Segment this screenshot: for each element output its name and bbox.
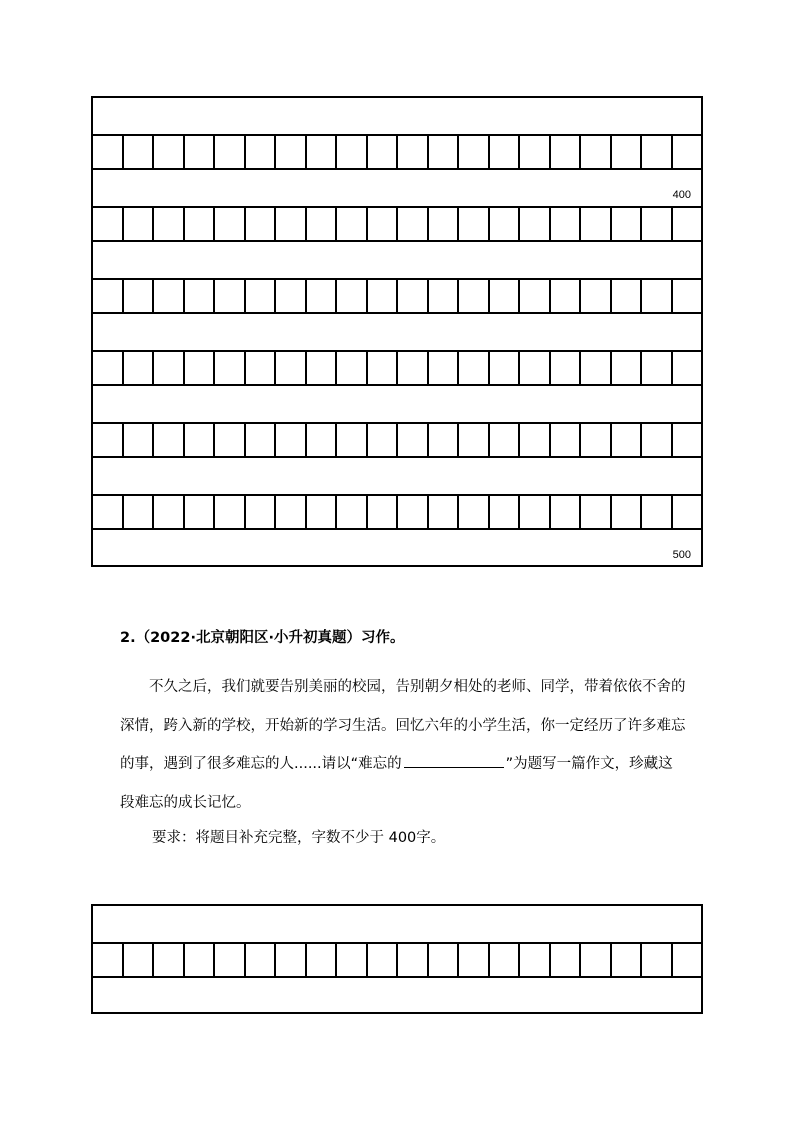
writing-cell[interactable] xyxy=(215,136,246,168)
writing-cell[interactable] xyxy=(673,208,702,240)
writing-cell[interactable] xyxy=(246,944,277,976)
writing-cell[interactable] xyxy=(581,424,612,456)
writing-cell[interactable] xyxy=(368,496,399,528)
writing-cell[interactable] xyxy=(337,352,368,384)
grid-gap-row xyxy=(93,386,701,422)
writing-cell[interactable] xyxy=(215,496,246,528)
writing-cell[interactable] xyxy=(642,352,673,384)
writing-cell[interactable] xyxy=(429,208,460,240)
word-count-400: 400 xyxy=(672,189,691,201)
writing-cell[interactable] xyxy=(124,944,155,976)
writing-cell[interactable] xyxy=(276,496,307,528)
writing-cell[interactable] xyxy=(307,944,338,976)
writing-cell[interactable] xyxy=(246,280,277,312)
writing-cell[interactable] xyxy=(642,944,673,976)
question-title: 2.（2022·北京朝阳区·小升初真题）习作。 xyxy=(120,630,405,646)
writing-cell[interactable] xyxy=(612,136,643,168)
grid-gap-row xyxy=(93,314,701,350)
writing-cell[interactable] xyxy=(398,496,429,528)
writing-cell[interactable] xyxy=(490,424,521,456)
writing-cell[interactable] xyxy=(673,424,702,456)
writing-cell[interactable] xyxy=(490,352,521,384)
writing-cell[interactable] xyxy=(307,424,338,456)
writing-cell[interactable] xyxy=(490,136,521,168)
writing-cell[interactable] xyxy=(520,352,551,384)
writing-cell[interactable] xyxy=(124,352,155,384)
writing-cell[interactable] xyxy=(368,352,399,384)
writing-cell[interactable] xyxy=(215,208,246,240)
writing-cell[interactable] xyxy=(154,424,185,456)
writing-cell[interactable] xyxy=(429,944,460,976)
writing-cell[interactable] xyxy=(246,352,277,384)
word-count-500: 500 xyxy=(672,549,691,561)
writing-cell[interactable] xyxy=(307,352,338,384)
grid-gap-row xyxy=(93,458,701,494)
writing-cell[interactable] xyxy=(642,136,673,168)
writing-cell[interactable] xyxy=(215,424,246,456)
writing-cell[interactable] xyxy=(185,208,216,240)
writing-cell[interactable] xyxy=(459,944,490,976)
writing-cell[interactable] xyxy=(185,944,216,976)
writing-cell[interactable] xyxy=(398,208,429,240)
writing-cell[interactable] xyxy=(459,496,490,528)
writing-cell[interactable] xyxy=(185,136,216,168)
composition-grid-top xyxy=(91,96,703,567)
writing-cell[interactable] xyxy=(398,944,429,976)
writing-cell[interactable] xyxy=(551,424,582,456)
question-requirement: 要求：将题目补充完整，字数不少于 400字。 xyxy=(152,830,446,846)
writing-cell[interactable] xyxy=(276,280,307,312)
writing-cell[interactable] xyxy=(429,136,460,168)
writing-cell[interactable] xyxy=(581,136,612,168)
grid-cell-row xyxy=(93,206,701,242)
writing-cell[interactable] xyxy=(337,496,368,528)
grid-cell-row xyxy=(93,494,701,530)
writing-cell[interactable] xyxy=(551,944,582,976)
writing-cell[interactable] xyxy=(673,136,702,168)
writing-cell[interactable] xyxy=(368,136,399,168)
writing-cell[interactable] xyxy=(612,208,643,240)
writing-cell[interactable] xyxy=(276,352,307,384)
writing-cell[interactable] xyxy=(490,496,521,528)
writing-cell[interactable] xyxy=(551,208,582,240)
writing-cell[interactable] xyxy=(154,208,185,240)
writing-cell[interactable] xyxy=(307,208,338,240)
writing-cell[interactable] xyxy=(429,352,460,384)
writing-cell[interactable] xyxy=(612,424,643,456)
writing-cell[interactable] xyxy=(673,496,702,528)
writing-cell[interactable] xyxy=(429,280,460,312)
composition-grid-bottom xyxy=(91,904,703,1014)
writing-cell[interactable] xyxy=(276,208,307,240)
writing-cell[interactable] xyxy=(185,424,216,456)
writing-cell[interactable] xyxy=(124,280,155,312)
writing-cell[interactable] xyxy=(459,208,490,240)
writing-cell[interactable] xyxy=(520,136,551,168)
writing-cell[interactable] xyxy=(337,208,368,240)
writing-cell[interactable] xyxy=(337,944,368,976)
writing-cell[interactable] xyxy=(490,280,521,312)
grid-gap-row xyxy=(93,530,701,566)
writing-cell[interactable] xyxy=(124,496,155,528)
grid-gap-row xyxy=(93,242,701,278)
writing-cell[interactable] xyxy=(124,136,155,168)
writing-cell[interactable] xyxy=(368,280,399,312)
writing-cell[interactable] xyxy=(581,944,612,976)
writing-cell[interactable] xyxy=(520,208,551,240)
writing-cell[interactable] xyxy=(642,280,673,312)
writing-cell[interactable] xyxy=(154,136,185,168)
question-body-text-end: ”为题写一篇作文，珍藏这段难忘的成长记忆。 xyxy=(120,756,673,811)
writing-cell[interactable] xyxy=(368,944,399,976)
writing-cell[interactable] xyxy=(612,944,643,976)
writing-cell[interactable] xyxy=(93,352,124,384)
writing-cell[interactable] xyxy=(368,208,399,240)
writing-cell[interactable] xyxy=(612,352,643,384)
writing-cell[interactable] xyxy=(124,424,155,456)
writing-cell[interactable] xyxy=(551,136,582,168)
grid-cell-row xyxy=(93,278,701,314)
writing-cell[interactable] xyxy=(490,208,521,240)
writing-cell[interactable] xyxy=(276,424,307,456)
writing-cell[interactable] xyxy=(490,944,521,976)
writing-cell[interactable] xyxy=(368,424,399,456)
writing-cell[interactable] xyxy=(642,208,673,240)
writing-cell[interactable] xyxy=(581,496,612,528)
writing-cell[interactable] xyxy=(459,424,490,456)
writing-cell[interactable] xyxy=(673,944,702,976)
writing-cell[interactable] xyxy=(215,352,246,384)
writing-cell[interactable] xyxy=(673,352,702,384)
writing-cell[interactable] xyxy=(307,136,338,168)
writing-cell[interactable] xyxy=(276,944,307,976)
writing-cell[interactable] xyxy=(520,280,551,312)
writing-cell[interactable] xyxy=(93,424,124,456)
grid-cell-row xyxy=(93,134,701,170)
grid-gap-row xyxy=(93,978,701,1014)
writing-cell[interactable] xyxy=(337,136,368,168)
writing-cell[interactable] xyxy=(551,496,582,528)
writing-cell[interactable] xyxy=(581,352,612,384)
writing-cell[interactable] xyxy=(398,424,429,456)
writing-cell[interactable] xyxy=(612,496,643,528)
writing-cell[interactable] xyxy=(429,424,460,456)
writing-cell[interactable] xyxy=(93,136,124,168)
writing-cell[interactable] xyxy=(459,352,490,384)
writing-cell[interactable] xyxy=(307,280,338,312)
writing-cell[interactable] xyxy=(612,280,643,312)
writing-cell[interactable] xyxy=(459,280,490,312)
writing-cell[interactable] xyxy=(642,496,673,528)
writing-cell[interactable] xyxy=(581,208,612,240)
writing-cell[interactable] xyxy=(124,208,155,240)
grid-cell-row xyxy=(93,350,701,386)
writing-cell[interactable] xyxy=(185,496,216,528)
grid-cell-row xyxy=(93,422,701,458)
writing-cell[interactable] xyxy=(429,496,460,528)
writing-cell[interactable] xyxy=(93,944,124,976)
writing-cell[interactable] xyxy=(93,280,124,312)
grid-gap-row xyxy=(93,906,701,942)
writing-cell[interactable] xyxy=(93,208,124,240)
writing-cell[interactable] xyxy=(398,136,429,168)
writing-cell[interactable] xyxy=(307,496,338,528)
writing-cell[interactable] xyxy=(642,424,673,456)
writing-cell[interactable] xyxy=(215,944,246,976)
writing-cell[interactable] xyxy=(154,496,185,528)
writing-cell[interactable] xyxy=(337,280,368,312)
writing-cell[interactable] xyxy=(520,496,551,528)
writing-cell[interactable] xyxy=(246,424,277,456)
writing-cell[interactable] xyxy=(185,280,216,312)
question-body-text: 不久之后，我们就要告别美丽的校园，告别朝夕相处的老师、同学，带着依依不舍的深情，跨入新的学校，开始新的学习生活。回忆六年的小学生活，你一定经历了许多难忘的事，遇到了很多难忘的人......请以“难忘的 xyxy=(120,679,686,772)
writing-cell[interactable] xyxy=(398,280,429,312)
writing-cell[interactable] xyxy=(246,136,277,168)
writing-cell[interactable] xyxy=(520,424,551,456)
writing-cell[interactable] xyxy=(337,424,368,456)
grid-gap-row xyxy=(93,98,701,134)
writing-cell[interactable] xyxy=(459,136,490,168)
writing-cell[interactable] xyxy=(673,280,702,312)
writing-cell[interactable] xyxy=(581,280,612,312)
grid-cell-row xyxy=(93,942,701,978)
writing-cell[interactable] xyxy=(276,136,307,168)
writing-cell[interactable] xyxy=(154,944,185,976)
writing-cell[interactable] xyxy=(246,496,277,528)
writing-cell[interactable] xyxy=(185,352,216,384)
writing-cell[interactable] xyxy=(520,944,551,976)
writing-cell[interactable] xyxy=(93,496,124,528)
writing-cell[interactable] xyxy=(246,208,277,240)
writing-cell[interactable] xyxy=(551,280,582,312)
writing-cell[interactable] xyxy=(154,280,185,312)
writing-cell[interactable] xyxy=(551,352,582,384)
writing-cell[interactable] xyxy=(154,352,185,384)
question-body xyxy=(120,668,686,822)
writing-cell[interactable] xyxy=(215,280,246,312)
title-blank[interactable] xyxy=(404,751,504,768)
writing-cell[interactable] xyxy=(398,352,429,384)
grid-gap-row xyxy=(93,170,701,206)
